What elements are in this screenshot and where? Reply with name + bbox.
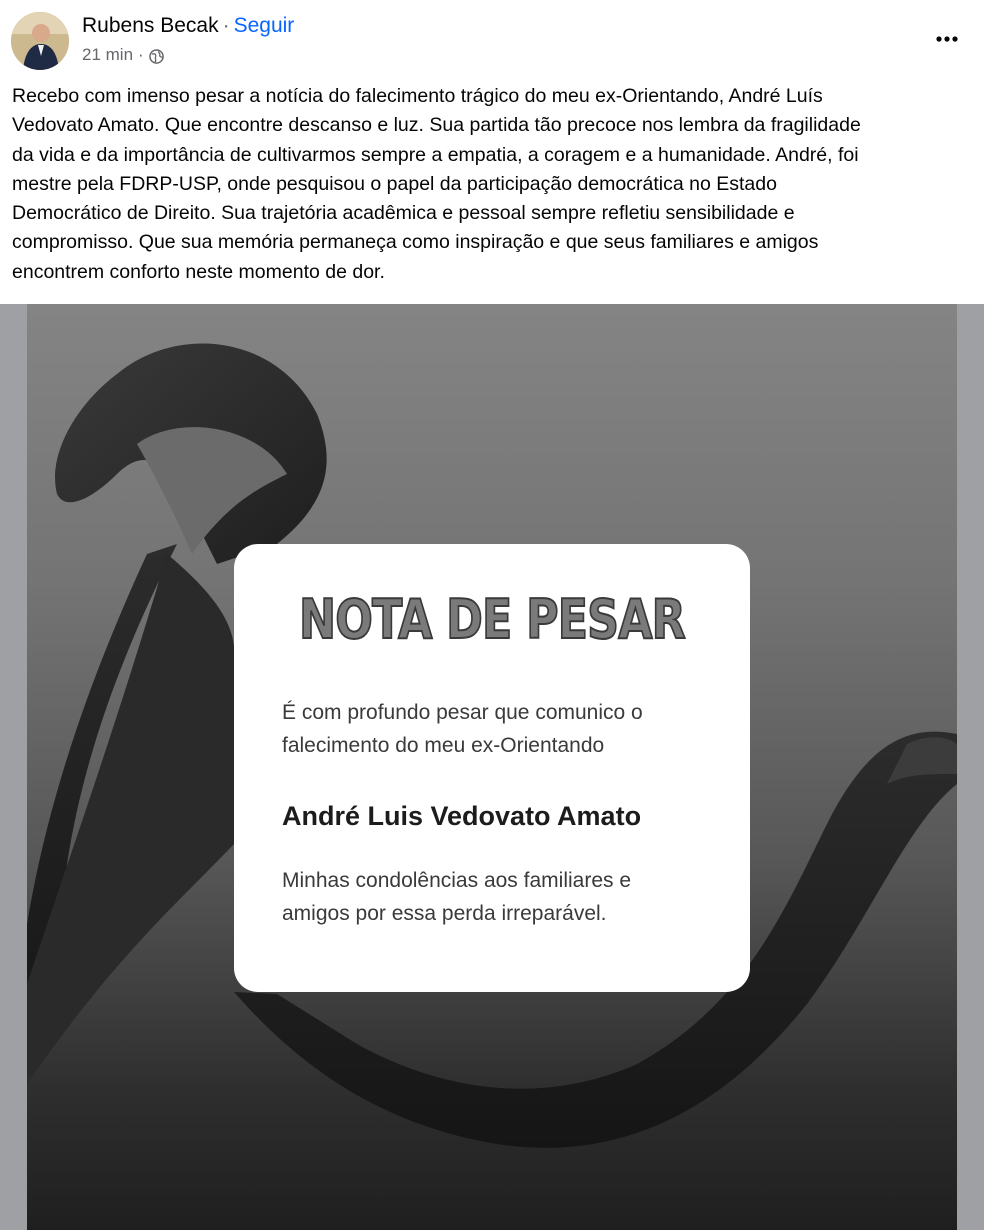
follow-button[interactable]: Seguir [233,14,295,37]
author-avatar[interactable] [11,12,69,70]
author-separator: · [222,14,230,37]
author-name[interactable]: Rubens Becak [82,14,219,37]
condolence-card [234,544,750,992]
post-header [0,0,984,78]
globe-icon [149,48,164,63]
mourning-image [27,304,957,1230]
more-options-icon[interactable] [932,24,962,54]
card-title: NOTA DE PESAR [299,588,685,651]
post-meta [82,44,164,66]
post-timestamp[interactable]: 21 min [82,45,134,64]
card-intro-text: É com profundo pesar que comunico o falecimento do meu ex-Orientando [282,701,643,757]
card-closing-text: Minhas condolências aos familiares e amigos por essa perda irreparável. [282,869,632,925]
post-image[interactable] [0,304,984,1230]
avatar-photo [11,12,69,70]
card-deceased-name: André Luis Vedovato Amato [282,801,642,831]
post-text: Recebo com imenso pesar a notícia do falecimento trágico do meu ex-Orientando, André Luís Vedovato Amato. Que encontre descanso e luz. Sua partida tão precoce nos lembra da fragilidade da vida e da importância de cultivarmos sempre a empatia, a coragem e a humanidade. André, foi mestre pela FDRP-USP, onde pesquisou o papel da participação democrática no Estado Democrático de Direito. Sua trajetória acadêmica e pessoal sempre refletiu sensibilidade e compromisso. Que sua memória permaneça como inspiração e que seus familiares e amigos encontrem conforto neste momento de dor. [12,85,861,283]
author-line [82,12,294,40]
meta-separator: · [138,45,144,64]
